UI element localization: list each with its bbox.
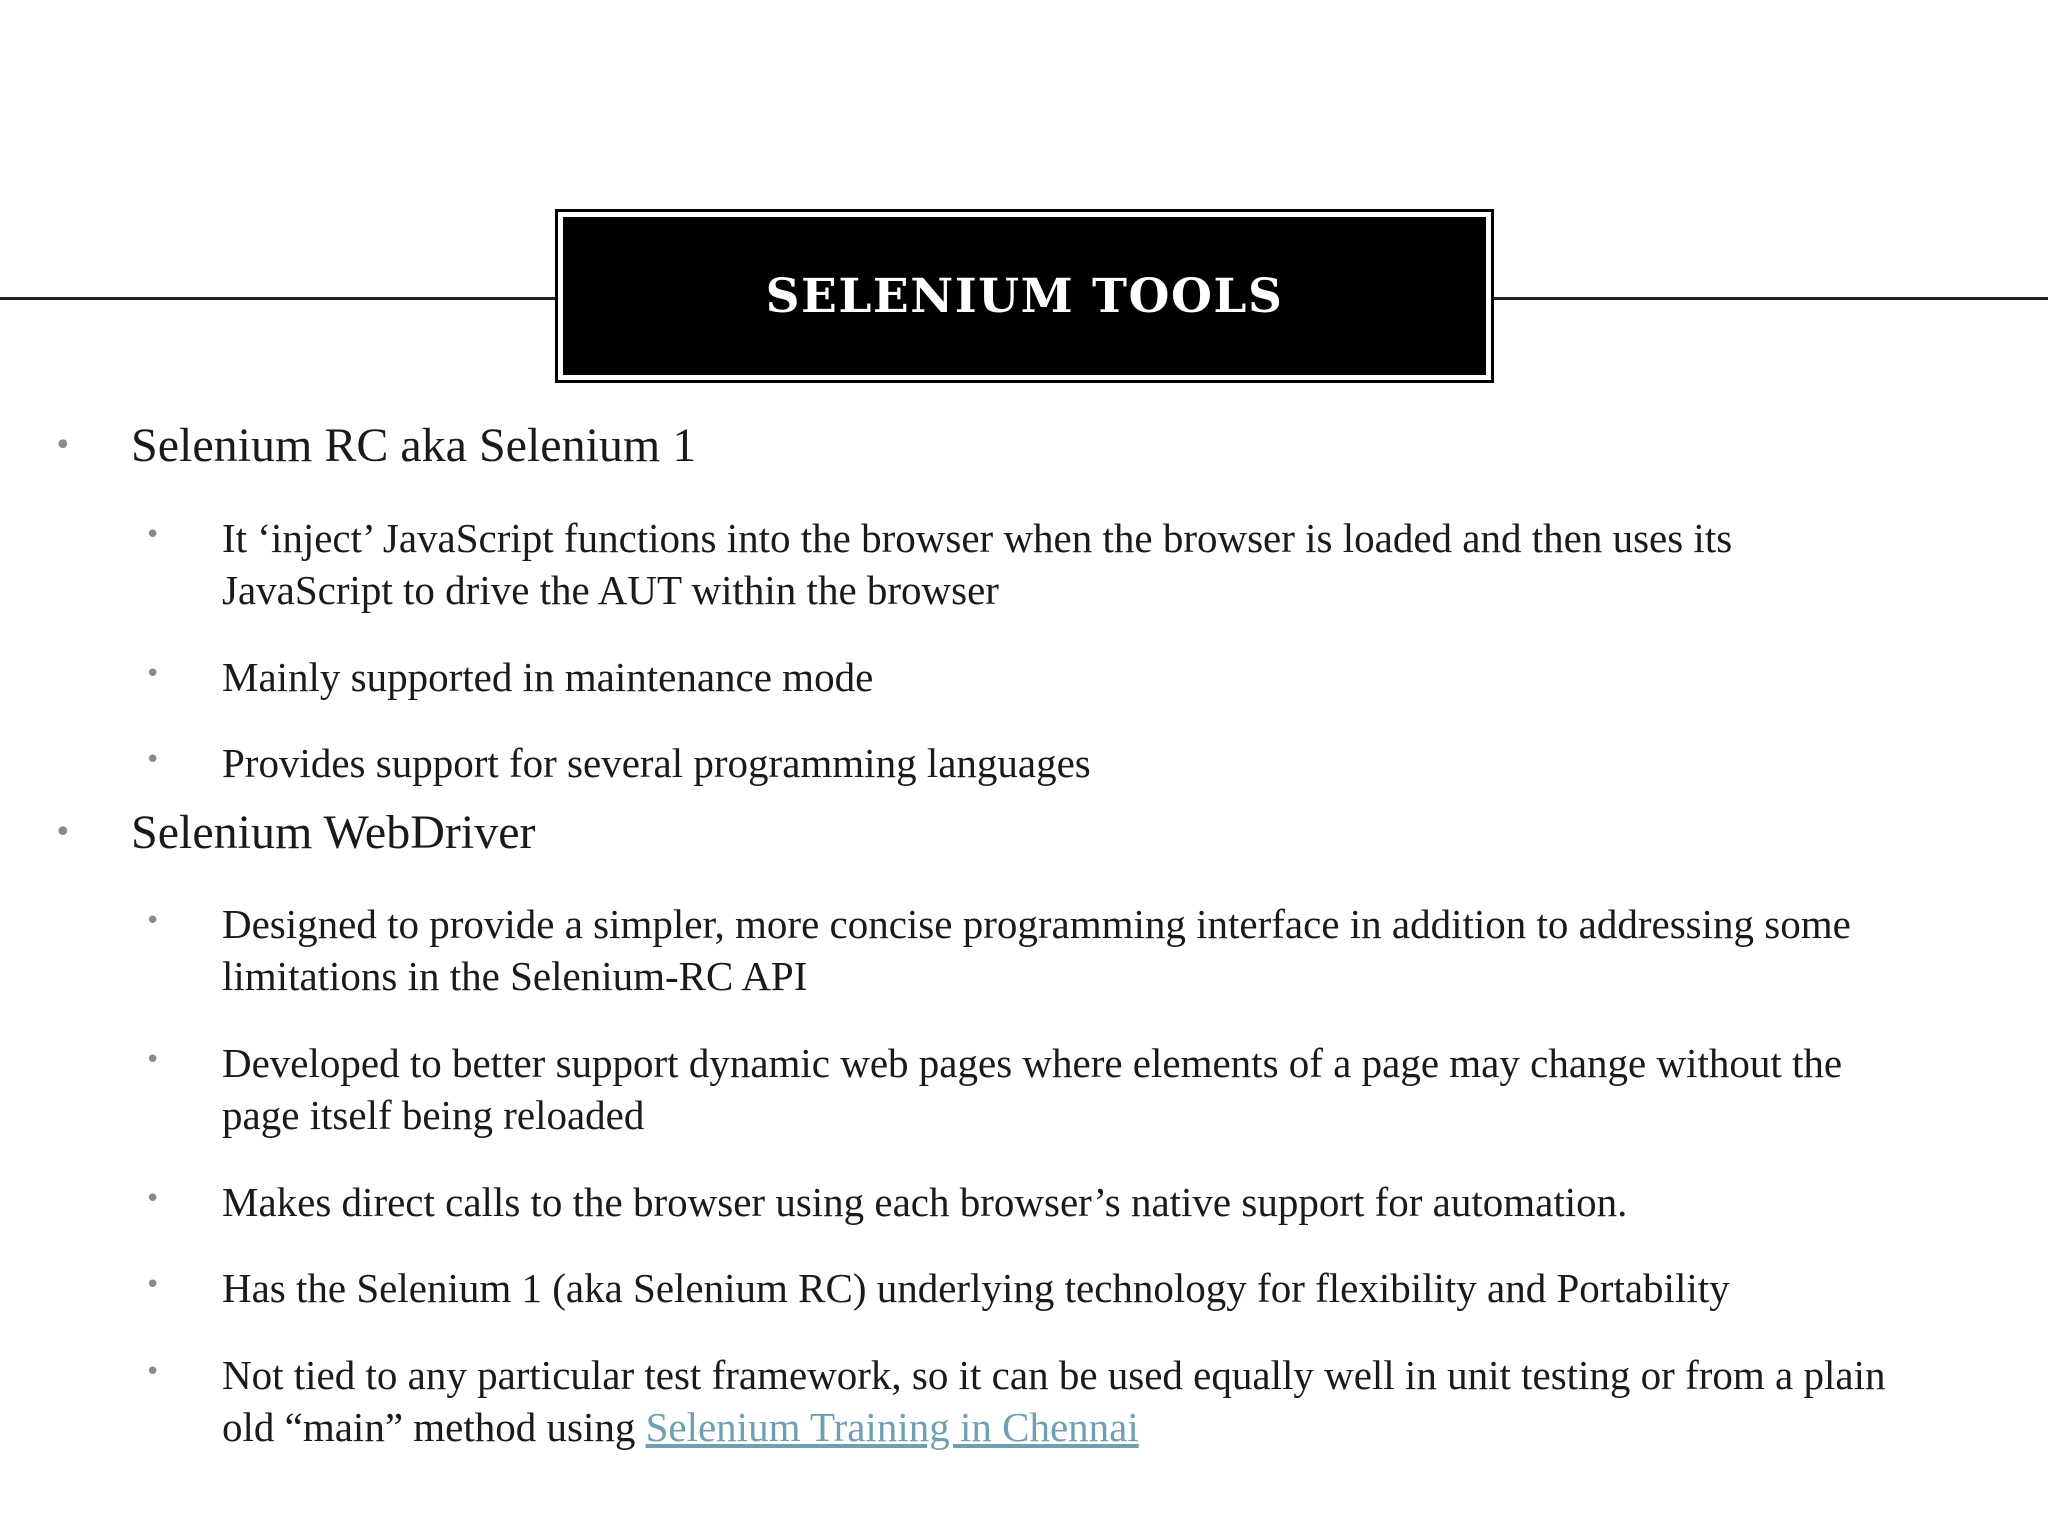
- bullet-icon: •: [145, 745, 161, 775]
- title-box: [555, 209, 1494, 383]
- title-rule-right: [1488, 297, 2048, 300]
- list-item-text: Has the Selenium 1 (aka Selenium RC) underlying technology for flexibility and Portability: [222, 1265, 1730, 1311]
- bullet-icon: •: [145, 906, 161, 936]
- list-item-text: Mainly supported in maintenance mode: [222, 654, 874, 700]
- bullet-icon: •: [145, 1045, 161, 1075]
- heading-text: Selenium WebDriver: [131, 806, 536, 859]
- bullet-icon: •: [145, 1270, 161, 1300]
- bullet-icon: •: [145, 659, 161, 689]
- list-item-text: Makes direct calls to the browser using each browser’s native support for automation.: [222, 1179, 1628, 1225]
- list-item-text: It ‘inject’ JavaScript functions into the browser when the browser is loaded and then uses its JavaScript to drive the AUT within the browser: [222, 515, 1733, 613]
- list-item-text-body: Not tied to any particular test framework, so it can be used equally well in unit testing or from a plain old “main” method using: [222, 1352, 1886, 1450]
- heading-text: Selenium RC aka Selenium 1: [131, 419, 697, 472]
- training-link[interactable]: Selenium Training in Chennai: [645, 1404, 1139, 1450]
- bullet-icon: •: [145, 1184, 161, 1214]
- bullet-icon: •: [145, 520, 161, 550]
- list-item-text: [222, 1349, 1912, 1453]
- bullet-icon: •: [54, 815, 72, 850]
- title-banner: [563, 217, 1486, 375]
- bullet-icon: •: [54, 428, 72, 463]
- page-title: SELENIUM TOOLS: [765, 268, 1284, 324]
- list-item-text: Developed to better support dynamic web pages where elements of a page may change without the page itself being reloaded: [222, 1040, 1843, 1138]
- list-item-text: Designed to provide a simpler, more concise programming interface in addition to addressing some limitations in the Selenium-RC API: [222, 901, 1851, 999]
- title-rule-left: [0, 297, 562, 300]
- list-item-text: Provides support for several programming languages: [222, 740, 1091, 786]
- bullet-icon: •: [145, 1357, 161, 1387]
